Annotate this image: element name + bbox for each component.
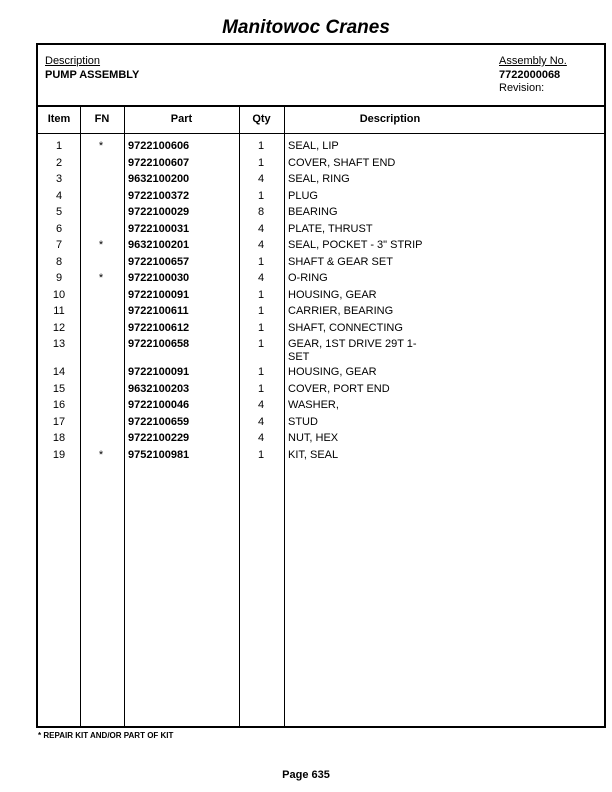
table-row xyxy=(38,383,604,399)
column-header-description: Description xyxy=(359,113,421,125)
fn-cell: * xyxy=(98,448,104,461)
table-row xyxy=(38,272,604,288)
part-number-cell: 9722100372 xyxy=(128,189,190,202)
table-row xyxy=(38,256,604,272)
qty-cell: 1 xyxy=(257,366,265,378)
description-cell: SEAL, LIP xyxy=(288,140,339,152)
footnote: * REPAIR KIT AND/OR PART OF KIT xyxy=(38,731,174,740)
qty-cell: 1 xyxy=(257,448,265,461)
table-row xyxy=(38,190,604,206)
part-number-cell: 9632100200 xyxy=(128,173,190,185)
description-cell: COVER, SHAFT END xyxy=(288,156,396,169)
item-cell: 6 xyxy=(55,222,63,235)
table-row xyxy=(38,206,604,222)
description-cell: GEAR, 1ST DRIVE 29T 1-SET xyxy=(288,338,417,363)
item-cell: 15 xyxy=(52,382,66,395)
table-row xyxy=(38,449,604,465)
description-cell: PLUG xyxy=(288,189,318,202)
qty-cell: 4 xyxy=(257,173,265,185)
qty-cell: 1 xyxy=(257,382,265,395)
item-cell: 13 xyxy=(52,338,66,350)
page-number: Page 635 xyxy=(282,769,330,781)
table-row xyxy=(38,173,604,189)
part-number-cell: 9722100046 xyxy=(128,399,190,411)
assembly-value: 7722000068 xyxy=(499,69,561,81)
revision-label: Revision: xyxy=(499,82,545,94)
item-cell: 3 xyxy=(55,173,63,185)
part-number-cell: 9722100031 xyxy=(128,222,190,235)
column-header-item: Item xyxy=(47,113,71,125)
table-row xyxy=(38,140,604,156)
item-cell: 19 xyxy=(52,448,66,461)
description-cell: HOUSING, GEAR xyxy=(288,288,377,301)
description-cell: SHAFT, CONNECTING xyxy=(288,321,403,334)
item-cell: 5 xyxy=(55,206,63,218)
qty-cell: 4 xyxy=(257,432,265,444)
description-label: Description xyxy=(45,55,101,67)
parts-table xyxy=(36,43,606,728)
table-row xyxy=(38,239,604,255)
table-row xyxy=(38,157,604,173)
qty-cell: 4 xyxy=(257,415,265,428)
item-cell: 14 xyxy=(52,366,66,378)
fn-cell: * xyxy=(98,272,104,284)
part-number-cell: 9632100201 xyxy=(128,239,190,251)
qty-cell: 8 xyxy=(257,206,265,218)
description-cell: SHAFT & GEAR SET xyxy=(288,255,393,268)
column-header-row xyxy=(38,105,604,134)
part-number-cell: 9722100658 xyxy=(128,338,190,350)
qty-cell: 4 xyxy=(257,399,265,411)
description-value: PUMP ASSEMBLY xyxy=(45,69,140,81)
description-cell: BEARING xyxy=(288,206,338,218)
part-number-cell: 9722100229 xyxy=(128,432,190,444)
table-row xyxy=(38,432,604,448)
qty-cell: 1 xyxy=(257,321,265,334)
description-cell: PLATE, THRUST xyxy=(288,222,373,235)
qty-cell: 1 xyxy=(257,338,265,350)
column-header-part: Part xyxy=(170,113,193,125)
part-number-cell: 9722100612 xyxy=(128,321,190,334)
description-cell: COVER, PORT END xyxy=(288,382,390,395)
item-cell: 12 xyxy=(52,321,66,334)
column-header-qty: Qty xyxy=(252,113,271,125)
qty-cell: 1 xyxy=(257,255,265,268)
fn-cell: * xyxy=(98,140,104,152)
qty-cell: 4 xyxy=(257,222,265,235)
column-header-fn: FN xyxy=(94,113,110,125)
description-cell: O-RING xyxy=(288,272,328,284)
table-row xyxy=(38,399,604,415)
part-number-cell: 9722100606 xyxy=(128,140,190,152)
assembly-label: Assembly No. xyxy=(499,55,567,67)
item-cell: 9 xyxy=(55,272,63,284)
part-number-cell: 9722100091 xyxy=(128,288,190,301)
fn-cell: * xyxy=(98,239,104,251)
part-number-cell: 9632100203 xyxy=(128,382,190,395)
qty-cell: 4 xyxy=(257,239,265,251)
description-cell: SEAL, POCKET - 3" STRIP xyxy=(288,239,423,251)
table-row xyxy=(38,338,604,363)
qty-cell: 1 xyxy=(257,140,265,152)
description-cell: HOUSING, GEAR xyxy=(288,366,377,378)
assembly-header xyxy=(38,45,604,107)
item-cell: 17 xyxy=(52,415,66,428)
part-number-cell: 9722100657 xyxy=(128,255,190,268)
description-cell: NUT, HEX xyxy=(288,432,339,444)
table-row xyxy=(38,366,604,382)
qty-cell: 1 xyxy=(257,189,265,202)
part-number-cell: 9722100607 xyxy=(128,156,190,169)
item-cell: 18 xyxy=(52,432,66,444)
item-cell: 16 xyxy=(52,399,66,411)
table-row xyxy=(38,322,604,338)
description-cell: SEAL, RING xyxy=(288,173,350,185)
part-number-cell: 9722100029 xyxy=(128,206,190,218)
qty-cell: 1 xyxy=(257,156,265,169)
item-cell: 4 xyxy=(55,189,63,202)
table-row xyxy=(38,223,604,239)
qty-cell: 1 xyxy=(257,305,265,317)
item-cell: 11 xyxy=(53,305,65,317)
qty-cell: 1 xyxy=(257,288,265,301)
table-row xyxy=(38,305,604,321)
part-number-cell: 9722100611 xyxy=(128,305,189,317)
qty-cell: 4 xyxy=(257,272,265,284)
item-cell: 1 xyxy=(55,140,63,152)
part-number-cell: 9722100091 xyxy=(128,366,190,378)
part-number-cell: 9722100659 xyxy=(128,415,190,428)
part-number-cell: 9722100030 xyxy=(128,272,190,284)
description-cell: STUD xyxy=(288,415,318,428)
document-title: Manitowoc Cranes xyxy=(222,17,390,38)
item-cell: 10 xyxy=(52,288,66,301)
description-cell: WASHER, xyxy=(288,399,339,411)
description-cell: CARRIER, BEARING xyxy=(288,305,394,317)
table-row xyxy=(38,416,604,432)
item-cell: 7 xyxy=(55,239,63,251)
description-cell: KIT, SEAL xyxy=(288,448,339,461)
item-cell: 8 xyxy=(55,255,63,268)
part-number-cell: 9752100981 xyxy=(128,448,190,461)
item-cell: 2 xyxy=(55,156,63,169)
table-row xyxy=(38,289,604,305)
